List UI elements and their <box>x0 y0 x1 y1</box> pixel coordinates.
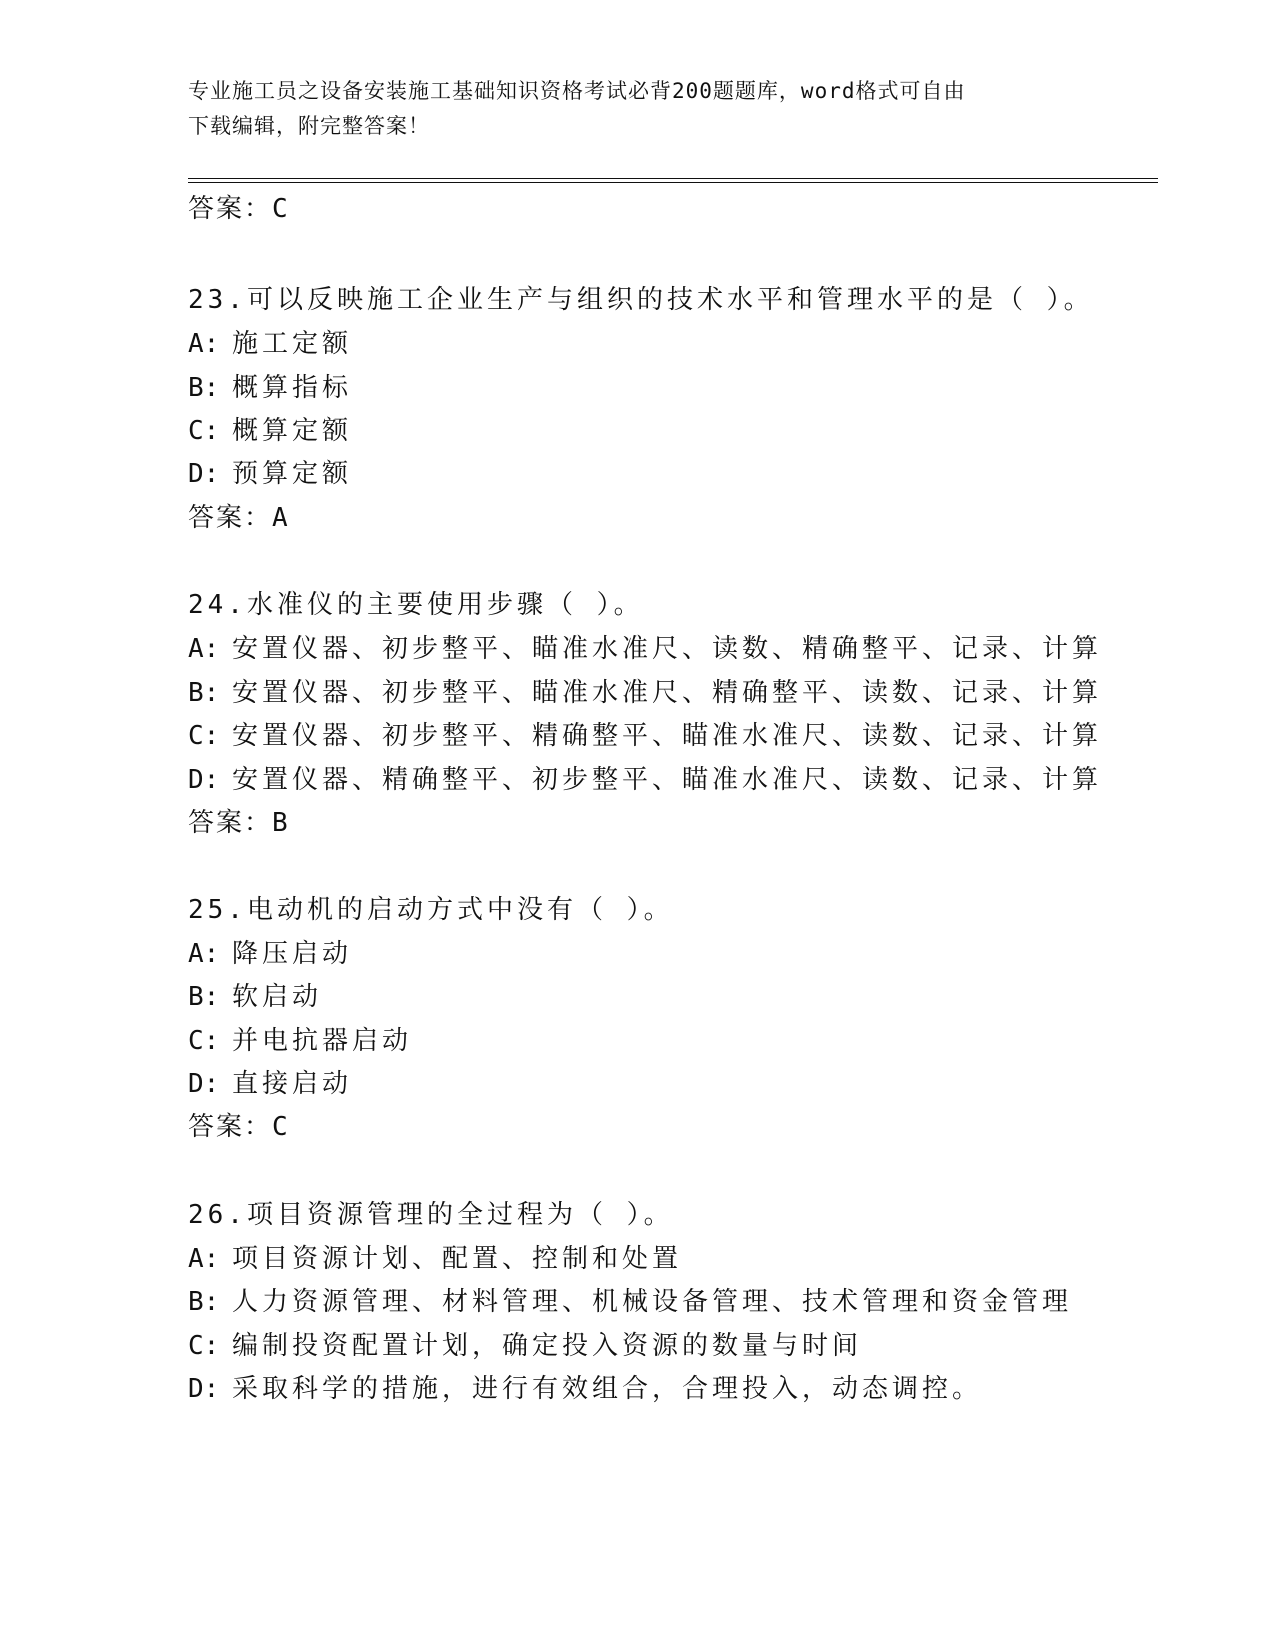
option-key: B: <box>188 1287 220 1317</box>
option-key: A: <box>188 634 220 664</box>
option-line <box>188 328 352 360</box>
option-key: D: <box>188 1069 220 1099</box>
header-line-2: 下载编辑，附完整答案！ <box>188 114 430 138</box>
option-line <box>188 720 1102 752</box>
option-text: 采取科学的措施，进行有效组合，合理投入，动态调控。 <box>232 1374 983 1404</box>
option-text: 项目资源计划、配置、控制和处置 <box>232 1244 683 1274</box>
option-key: D: <box>188 765 220 795</box>
option-line <box>188 1068 352 1100</box>
option-key: B: <box>188 982 220 1012</box>
option-key: A: <box>188 939 220 969</box>
option-text: 降压启动 <box>232 939 353 969</box>
option-line <box>188 1373 982 1405</box>
option-key: C: <box>188 1331 220 1361</box>
answer-line: 答案：A <box>188 503 290 533</box>
option-line <box>188 372 352 404</box>
option-text: 编制投资配置计划，确定投入资源的数量与时间 <box>232 1331 863 1361</box>
option-text: 安置仪器、初步整平、瞄准水准尺、读数、精确整平、记录、计算 <box>232 634 1103 664</box>
option-text: 并电抗器启动 <box>232 1026 413 1056</box>
option-key: C: <box>188 416 220 446</box>
option-key: B: <box>188 678 220 708</box>
question-stem: 26.项目资源管理的全过程为（ ）。 <box>188 1200 674 1230</box>
option-text: 概算指标 <box>232 373 353 403</box>
option-line <box>188 677 1102 709</box>
question-stem: 23.可以反映施工企业生产与组织的技术水平和管理水平的是（ ）。 <box>188 285 1094 315</box>
option-key: A: <box>188 329 220 359</box>
header-line-1: 专业施工员之设备安装施工基础知识资格考试必背200题题库，word格式可自由 <box>188 79 966 103</box>
option-key: B: <box>188 373 220 403</box>
option-line <box>188 1243 682 1275</box>
option-line <box>188 633 1102 665</box>
option-key: C: <box>188 721 220 751</box>
option-line <box>188 938 352 970</box>
question-stem: 25.电动机的启动方式中没有（ ）。 <box>188 895 674 925</box>
option-text: 人力资源管理、材料管理、机械设备管理、技术管理和资金管理 <box>232 1287 1073 1317</box>
option-text: 直接启动 <box>232 1069 353 1099</box>
option-line <box>188 1330 862 1362</box>
option-text: 软启动 <box>232 982 323 1012</box>
page-header <box>188 74 1088 144</box>
header-divider <box>188 178 1158 183</box>
option-key: C: <box>188 1026 220 1056</box>
question-stem: 24.水准仪的主要使用步骤（ ）。 <box>188 590 644 620</box>
option-key: D: <box>188 1374 220 1404</box>
option-line <box>188 458 352 490</box>
option-text: 施工定额 <box>232 329 353 359</box>
option-text: 预算定额 <box>232 459 353 489</box>
answer-line: 答案：C <box>188 1112 290 1142</box>
option-line <box>188 764 1102 796</box>
option-text: 安置仪器、初步整平、精确整平、瞄准水准尺、读数、记录、计算 <box>232 721 1103 751</box>
option-line <box>188 415 352 447</box>
option-text: 安置仪器、精确整平、初步整平、瞄准水准尺、读数、记录、计算 <box>232 765 1103 795</box>
option-key: A: <box>188 1244 220 1274</box>
answer-line: 答案：B <box>188 808 290 838</box>
option-line <box>188 1286 1072 1318</box>
answer-line: 答案：C <box>188 194 290 224</box>
option-line <box>188 981 322 1013</box>
option-line <box>188 1025 412 1057</box>
option-key: D: <box>188 459 220 489</box>
option-text: 安置仪器、初步整平、瞄准水准尺、精确整平、读数、记录、计算 <box>232 678 1103 708</box>
option-text: 概算定额 <box>232 416 353 446</box>
